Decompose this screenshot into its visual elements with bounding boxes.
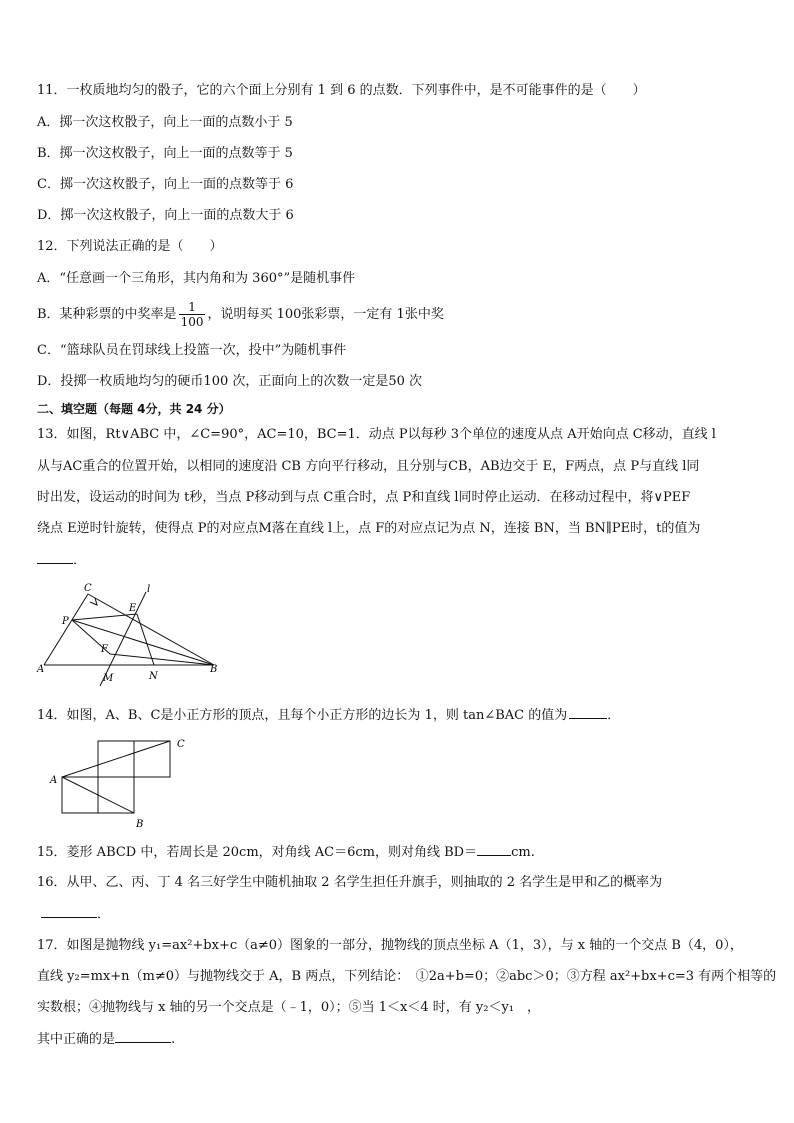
- answer-blank[interactable]: [37, 551, 73, 564]
- answer-blank[interactable]: [41, 905, 97, 918]
- label-n: N: [149, 671, 158, 682]
- q13-line-2: 从与AC重合的位置开始，以相同的速度沿 CB 方向平行移动，且分别与CB，AB边交于 E，F两点，点 P与直线 l同: [37, 459, 700, 474]
- label-a: A: [50, 775, 58, 786]
- q13-line-5: [37, 551, 86, 570]
- q17-line-4-post: .: [171, 1032, 176, 1047]
- q17-line-2: 直线 y₂=mx+n（m≠0）与抛物线交于 A，B 两点，下列结论： ①2a+b=0；②abc＞0；③方程 ax²+bx+c=3 有两个相等的: [37, 969, 777, 984]
- fraction-denominator: 100: [180, 315, 204, 329]
- fraction: [179, 300, 206, 329]
- label-b: B: [210, 664, 218, 675]
- q14-pre: 14．如图，A、B、C是小正方形的顶点，且每个小正方形的边长为 1，则 tan∠BAC 的值为: [37, 708, 568, 723]
- q12-option-b-post: ，说明每买 100张彩票，一定有 1张中奖: [207, 307, 444, 322]
- grid-square: [62, 777, 98, 813]
- q15-text: [37, 843, 535, 862]
- q17-line-3: 实数根；④抛物线与 x 轴的另一个交点是（﹣1，0）；⑤当 1＜x＜4 时，有 y₂＜y₁ ，: [37, 1000, 541, 1015]
- line-l: [100, 592, 146, 686]
- q11-option-b: B．掷一次这枚骰子，向上一面的点数等于 5: [37, 146, 293, 161]
- q12-stem: 12．下列说法正确的是（ ）: [37, 239, 223, 254]
- label-m: M: [103, 673, 114, 684]
- section-fill-in-heading: 二、填空题（每题 4分，共 24 分）: [37, 402, 231, 416]
- q14-text: [37, 706, 620, 725]
- q13-line-1: 13．如图，Rt∨ABC 中，∠C=90°，AC=10，BC=1．动点 P以每秒 3个单位的速度从点 A开始向点 C移动，直线 l: [37, 427, 716, 442]
- answer-blank[interactable]: [569, 706, 607, 719]
- label-c: C: [177, 739, 185, 750]
- grid-square: [134, 741, 170, 777]
- q15-pre: 15．菱形 ABCD 中，若周长是 20cm，对角线 AC＝6cm，则对角线 BD＝: [37, 845, 478, 860]
- segment-pb: [72, 620, 214, 665]
- q13-line-4: 绕点 E逆时针旋转，使得点 P的对应点M落在直线 l上，点 F的对应点记为点 N，连接 BN，当 BN∥PE时，t的值为: [37, 521, 701, 536]
- q17-line-4: [37, 1030, 175, 1049]
- q12-option-a: A．“任意画一个三角形，其内角和为 360°”是随机事件: [37, 271, 356, 286]
- label-c: C: [84, 583, 92, 594]
- q16-post: ．: [97, 907, 111, 922]
- label-b: B: [136, 819, 144, 830]
- q12-option-b: [37, 297, 444, 333]
- label-l: l: [147, 584, 151, 595]
- label-f: F: [101, 644, 108, 655]
- q17-line-4-pre: 其中正确的是: [37, 1032, 116, 1047]
- fraction-numerator: 1: [188, 300, 196, 314]
- answer-blank[interactable]: [477, 843, 511, 856]
- q15-post: cm.: [511, 845, 535, 860]
- q12-option-b-pre: B．某种彩票的中奖率是: [37, 307, 177, 322]
- label-p: P: [62, 616, 69, 627]
- q13-line-3: 时出发，设运动的时间为 t秒，当点 P移动到与点 C重合时，点 P和直线 l同时停止运动．在移动过程中，将∨PEF: [37, 490, 691, 505]
- q17-line-1: 17．如图是抛物线 y₁=ax²+bx+c（a≠0）图象的一部分，抛物线的顶点坐标 A（1，3），与 x 轴的一个交点 B（4，0），: [37, 938, 743, 953]
- segment-pe: [72, 614, 137, 620]
- q14-post: ．: [607, 708, 621, 723]
- q12-option-c: C．“篮球队员在罚球线上投篮一次，投中”为随机事件: [37, 343, 347, 358]
- q11-option-a: A．掷一次这枚骰子，向上一面的点数小于 5: [37, 115, 293, 130]
- answer-blank[interactable]: [115, 1030, 171, 1043]
- q14-figure: [44, 733, 204, 833]
- label-e: E: [129, 603, 137, 614]
- grid-square: [98, 777, 134, 813]
- q12-option-d: D．投掷一枚质地均匀的硬币100 次，正面向上的次数一定是50 次: [37, 374, 423, 389]
- q11-option-d: D．掷一次这枚骰子，向上一面的点数大于 6: [37, 208, 294, 223]
- segment-ac: [62, 741, 170, 777]
- label-a: A: [37, 664, 45, 675]
- q16-line-1: 16．从甲、乙、丙、丁 4 名三好学生中随机抽取 2 名学生担任升旗手，则抽取的 2 名学生是甲和乙的概率为: [37, 875, 663, 890]
- q13-figure: [34, 578, 224, 690]
- q16-line-2: [37, 905, 110, 924]
- segment-ac: [44, 594, 88, 665]
- q13-line-5-post: ．: [73, 553, 87, 568]
- q11-option-c: C．掷一次这枚骰子，向上一面的点数等于 6: [37, 177, 294, 192]
- q11-stem: 11．一枚质地均匀的骰子，它的六个面上分别有 1 到 6 的点数．下列事件中，是不可能事件的是（ ）: [37, 83, 646, 98]
